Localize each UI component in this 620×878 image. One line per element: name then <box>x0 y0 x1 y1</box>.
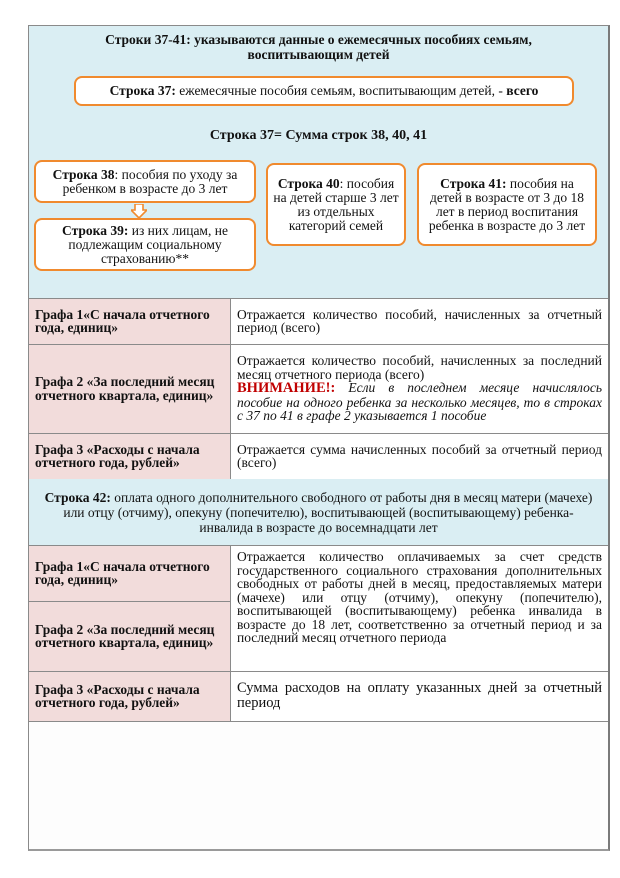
row40-text: : пособия на детей старше 3 лет из отдельных категорий семей <box>273 175 399 233</box>
column-label: Графа 1«С начала отчетного года, единиц» <box>29 546 231 601</box>
row37-text: ежемесячные пособия семьям, воспитывающим детей, - <box>175 83 507 98</box>
table-row <box>29 433 608 479</box>
document-frame <box>28 25 610 851</box>
column-description: Сумма расходов на оплату указанных дней за отчетный период <box>231 671 609 721</box>
sum-formula: Строка 37= Сумма строк 38, 40, 41 <box>209 128 428 143</box>
column-label: Графа 3 «Расходы с начала отчетного года, рублей» <box>29 671 231 721</box>
row38-box <box>34 160 256 203</box>
row38-label: Строка 38 <box>52 166 115 182</box>
row39-label: Строка 39: <box>62 222 129 238</box>
merged-description: Отражается количество оплачиваемых за счет средств государственного социального страхования дополнительных свободных от работы дней в месяц, предоставляемых матери (мачехе) или отцу (отчиму), опекуну (попечителю), воспитывающей (воспитывающему) ребенка инвалида в возрасте до 18 лет, соответственно за отчетный период и за последний месяц отчетного периода <box>231 546 609 671</box>
row38-text: : пособия по уходу за ребенком в возрасте до 3 лет <box>62 166 238 196</box>
column-label: Графа 1«С начала отчетного года, единиц» <box>29 299 231 344</box>
row40-box <box>266 163 406 246</box>
table-row <box>29 546 608 601</box>
down-arrow-icon <box>131 204 147 218</box>
row41-box <box>417 163 597 246</box>
section-row-42 <box>29 479 608 546</box>
column-description: Отражается сумма начисленных пособий за отчетный период (всего) <box>231 433 609 479</box>
column-description <box>231 344 609 433</box>
column-label: Графа 2 «За последний месяц отчетного квартала, единиц» <box>29 344 231 433</box>
row37-box <box>74 76 574 106</box>
column-label: Графа 3 «Расходы с начала отчетного года, рублей» <box>29 433 231 479</box>
table-rows-37-41 <box>29 299 608 480</box>
warning-text: Если в последнем месяце начислялось пособие на одного ребенка за несколько месяцев, то в строках с 37 по 41 в графе 2 указывается 1 пособие <box>237 380 602 424</box>
row39-text: из них лицам, не подлежащим социальному страхованию** <box>68 222 228 266</box>
row41-label: Строка 41: <box>440 175 507 191</box>
section-rows-37-41 <box>29 26 608 299</box>
row40-label: Строка 40 <box>277 175 340 191</box>
table-row <box>29 344 608 433</box>
row37-suffix: всего <box>506 83 539 98</box>
column-label: Графа 2 «За последний месяц отчетного квартала, единиц» <box>29 601 231 671</box>
column-description: Отражается количество пособий, начисленных за отчетный период (всего) <box>231 299 609 344</box>
table-row-42 <box>29 546 608 722</box>
row42-label: Строка 42: <box>44 489 111 505</box>
section-title: Строки 37-41: указываются данные о ежемесячных пособиях семьям, воспитывающим детей <box>105 32 532 62</box>
row37-label: Строка 37: <box>109 83 176 98</box>
row42-text: оплата одного дополнительного свободного от работы дня в месяц матери (мачехе) или отцу (отчиму), опекуну (попечителю), воспитывающей (воспитывающему) ребенка-инвалида в возрасте до восемнадцати лет <box>63 489 593 535</box>
description-text: Отражается количество пособий, начисленных за последний месяц отчетного периода (всего) <box>237 353 602 382</box>
row41-text: пособия на детей в возрасте от 3 до 18 лет в период воспитания ребенка в возрасте до 3 лет <box>428 175 586 233</box>
table-row <box>29 299 608 344</box>
table-row <box>29 671 608 721</box>
warning-label: ВНИМАНИЕ!: <box>237 380 336 397</box>
row39-box <box>34 218 256 271</box>
